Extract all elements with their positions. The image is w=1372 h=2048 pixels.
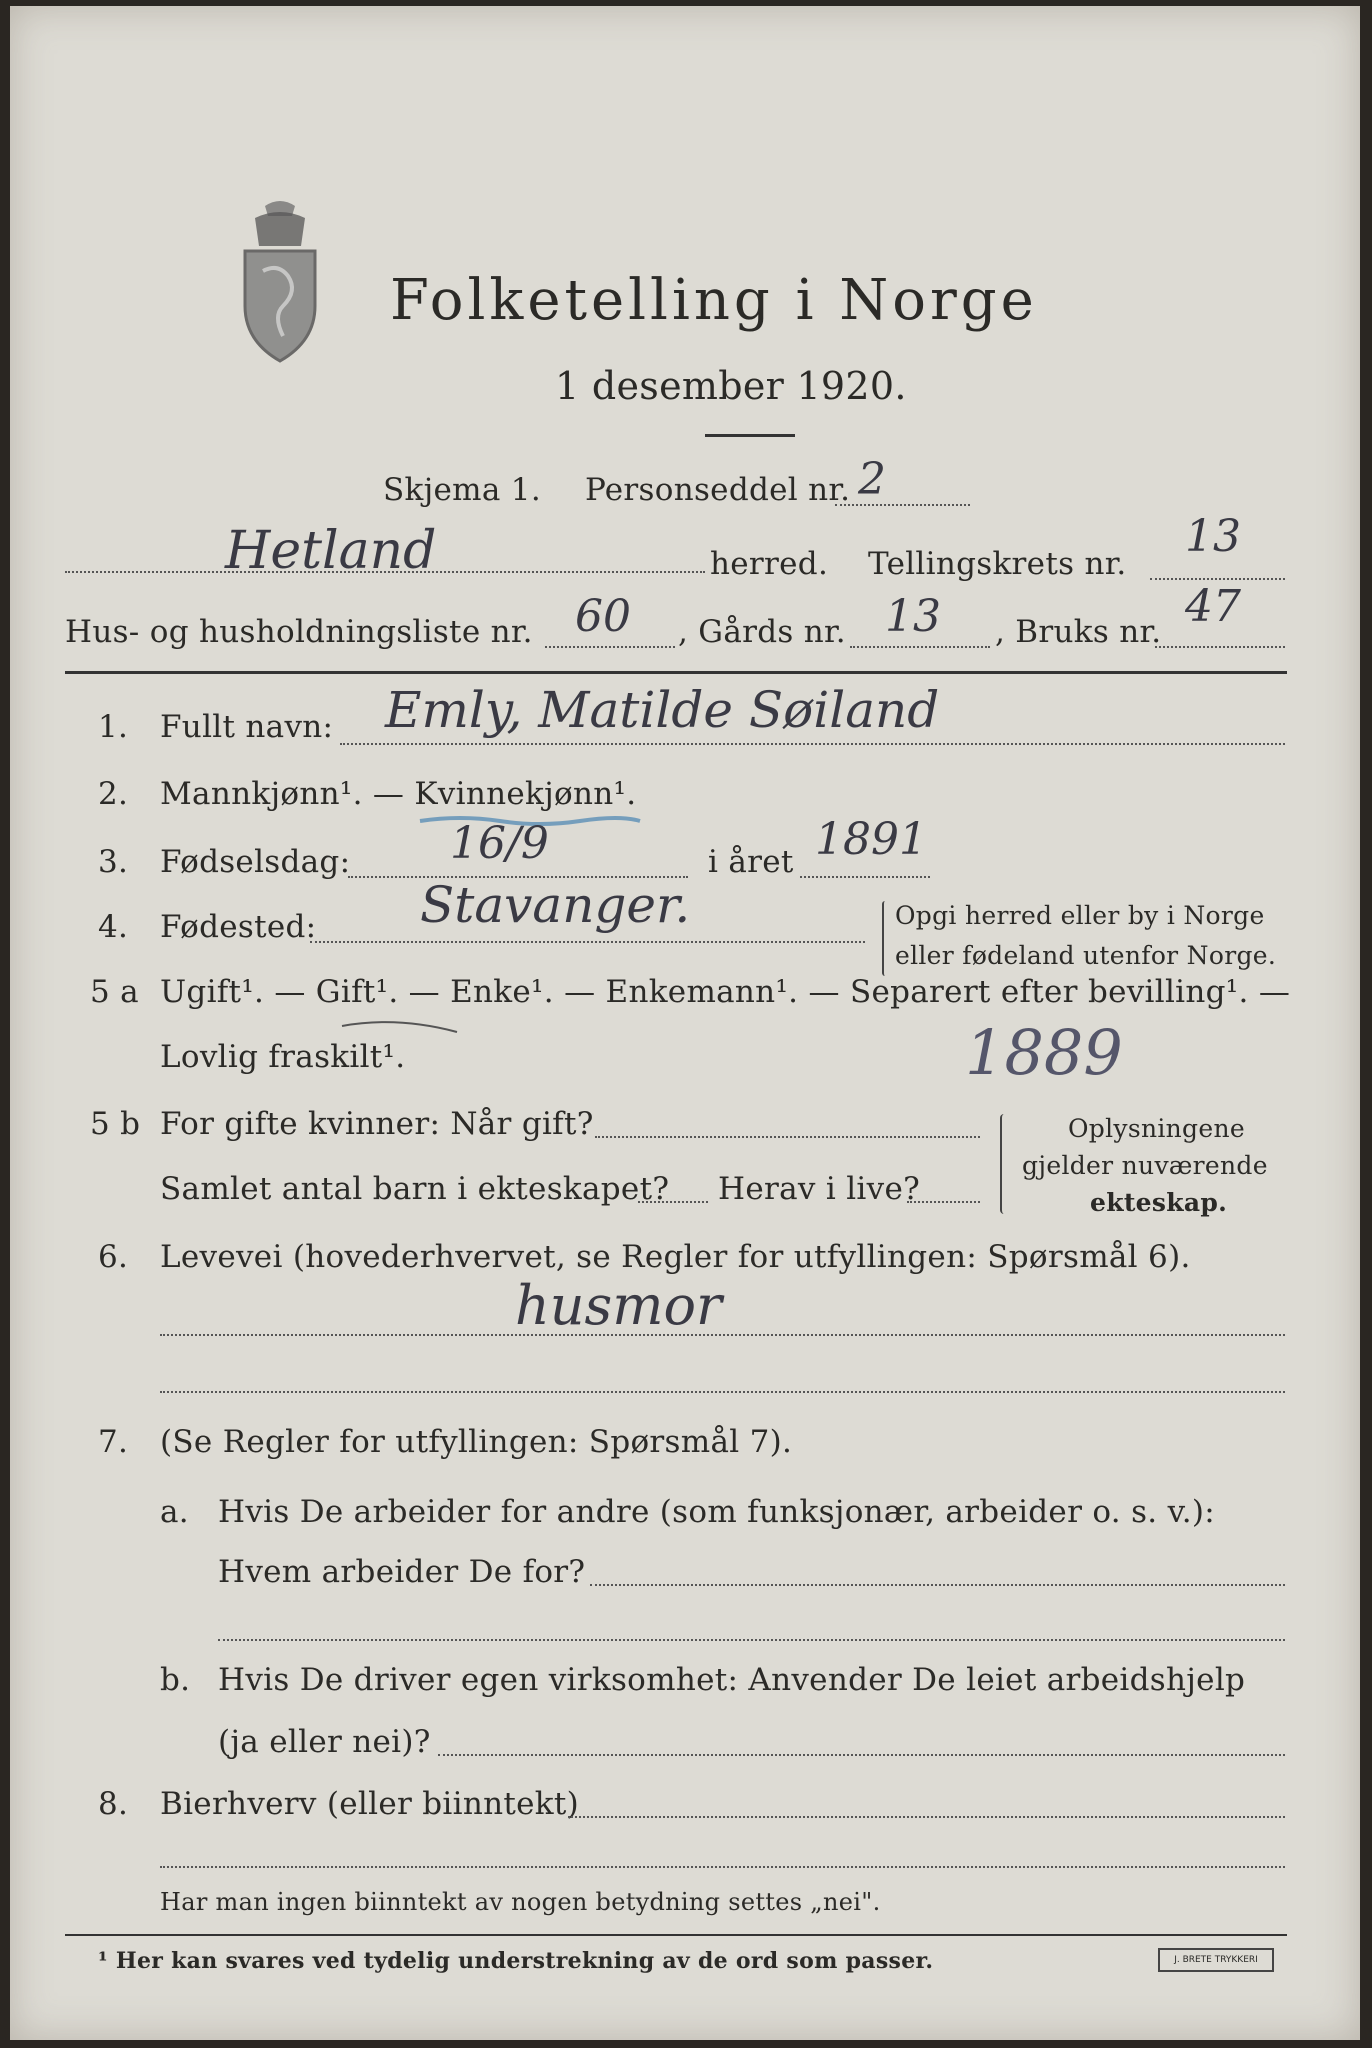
form-title: Folketelling i Norge [390,268,1038,333]
tellingskrets-value: 13 [1185,511,1241,562]
gift-underline [340,1014,460,1039]
husliste-label: Hus- og husholdningsliste nr. [65,614,533,650]
bruks-value: 47 [1185,581,1241,632]
q6-occupation-value: husmor [515,1274,722,1337]
q5b-note-line3: ekteskap. [1090,1188,1228,1217]
norway-coat-of-arms-icon [225,196,335,371]
q4-label: Fødested: [160,909,317,945]
q1-full-name-value: Emly, Matilde Søiland [385,681,940,739]
q3-year-label: i året [708,844,794,880]
q7b-label-line2: (ja eller nei)? [218,1724,431,1760]
q5b-label-line2: Samlet antal barn i ekteskapet? [160,1171,670,1207]
q4-note-line2: eller fødeland utenfor Norge. [895,941,1277,970]
q7b-number: b. [160,1662,191,1698]
personseddel-value: 2 [858,454,886,505]
q2-number: 2. [98,776,129,812]
q7a-label: Hvis De arbeider for andre (som funksjonær, arbeider o. s. v.): [218,1494,1216,1530]
q2-label: Mannkjønn¹. — Kvinnekjønn¹. [160,776,637,812]
herred-label: herred. [710,546,829,582]
q5a-label-line2: Lovlig fraskilt¹. [160,1039,406,1075]
q7-number: 7. [98,1424,129,1460]
q1-number: 1. [98,709,129,745]
q5b-note-line2: gjelder nuværende [1022,1151,1268,1180]
tellingskrets-label: Tellingskrets nr. [868,546,1127,582]
q8-note: Har man ingen biinntekt av nogen betydning settes „nei". [160,1888,881,1916]
q7-label: (Se Regler for utfyllingen: Spørsmål 7). [160,1424,793,1460]
q8-number: 8. [98,1786,129,1822]
printer-stamp: J. BRETE TRYKKERI [1158,1948,1274,1972]
husliste-value: 60 [575,591,631,642]
q5b-number: 5 b [90,1106,141,1142]
skjema-label: Skjema 1. [383,472,541,508]
q6-number: 6. [98,1239,129,1275]
bruks-label: , Bruks nr. [995,614,1162,650]
q5a-marriage-year-value: 1889 [965,1016,1123,1089]
q8-label: Bierhverv (eller biinntekt) [160,1786,580,1822]
gards-label: , Gårds nr. [678,614,846,650]
q7b-label: Hvis De driver egen virksomhet: Anvender De leiet arbeidshjelp [218,1662,1246,1698]
q4-note-line1: Opgi herred eller by i Norge [895,901,1265,930]
q5b-label-line3: Herav i live? [718,1171,921,1207]
herred-value: Hetland [225,521,437,581]
q3-label: Fødselsdag: [160,844,351,880]
q3-year-value: 1891 [815,814,927,865]
q4-birthplace-value: Stavanger. [420,876,691,934]
q5b-note-line1: Oplysningene [1068,1114,1245,1143]
q7a-label-line2: Hvem arbeider De for? [218,1554,586,1590]
q1-label: Fullt navn: [160,709,334,745]
census-form-page [10,6,1360,2040]
q3-number: 3. [98,844,129,880]
q7a-number: a. [160,1494,189,1530]
q4-number: 4. [98,909,129,945]
q6-label: Levevei (hovederhvervet, se Regler for utfyllingen: Spørsmål 6). [160,1239,1191,1275]
q5a-number: 5 a [90,974,139,1010]
footnote: ¹ Her kan svares ved tydelig understrekning av de ord som passer. [98,1948,934,1974]
q5b-label: For gifte kvinner: Når gift? [160,1106,594,1142]
gards-value: 13 [885,591,941,642]
q3-birthdate-value: 16/9 [450,818,549,869]
personseddel-label: Personseddel nr. [585,472,851,508]
census-date: 1 desember 1920. [555,364,907,408]
q5a-label: Ugift¹. — Gift¹. — Enke¹. — Enkemann¹. — Separert efter bevilling¹. — [160,974,1291,1010]
